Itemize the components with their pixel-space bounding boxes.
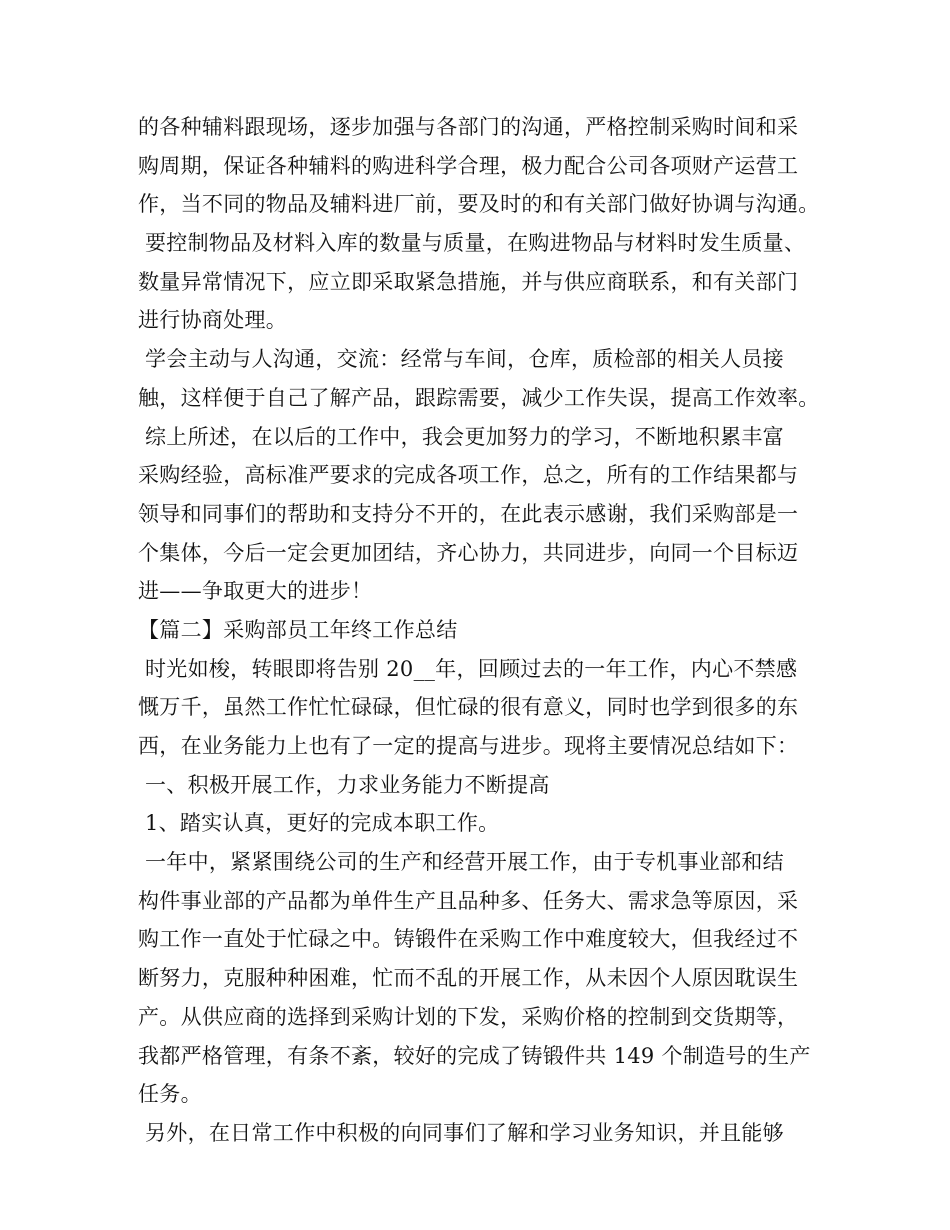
- text-line: 进行协商处理。: [138, 308, 288, 333]
- text-line: 西，在业务能力上也有了一定的提高与进步。现将主要情况总结如下：: [138, 734, 799, 758]
- text-line: 购工作一直处于忙碌之中。铸锻件在采购工作中难度较大，但我经过不: [138, 927, 799, 952]
- section-heading: 【篇二】采购部员工年终工作总结: [138, 617, 458, 642]
- text-line: 数量异常情况下，应立即采取紧急措施，并与供应商联系，和有关部门: [138, 269, 799, 294]
- text-line: 进——争取更大的进步！: [138, 579, 373, 604]
- text-line: 采购经验，高标准严要求的完成各项工作，总之，所有的工作结果都与: [138, 463, 799, 488]
- text-line: 我都严格管理，有条不紊，较好的完成了铸锻件共 149 个制造号的生产: [138, 1043, 811, 1068]
- text-line: 的各种辅料跟现场，逐步加强与各部门的沟通，严格控制采购时间和采: [138, 115, 799, 139]
- text-line: 领导和同事们的帮助和支持分不开的，在此表示感谢，我们采购部是一: [138, 501, 799, 526]
- text-line: 时光如梭，转眼即将告别 20__年，回顾过去的一年工作，内心不禁感: [138, 656, 798, 681]
- text-line: 产。从供应商的选择到采购计划的下发，采购价格的控制到交货期等，: [138, 1004, 799, 1029]
- text-line: 断努力，克服种种困难，忙而不乱的开展工作，从未因个人原因耽误生: [138, 966, 799, 991]
- subheading: 一、积极开展工作，力求业务能力不断提高: [138, 772, 550, 797]
- text-line: 构件事业部的产品都为单件生产且品种多、任务大、需求急等原因，采: [138, 888, 799, 913]
- text-line: 作，当不同的物品及辅料进厂前，要及时的和有关部门做好协调与沟通。: [138, 192, 820, 217]
- text-line: 另外，在日常工作中积极的向同事们了解和学习业务知识，并且能够: [138, 1120, 784, 1145]
- text-line: 综上所述，在以后的工作中，我会更加努力的学习，不断地积累丰富: [138, 424, 784, 449]
- text-line: 任务。: [138, 1082, 202, 1107]
- text-line: 一年中，紧紧围绕公司的生产和经营开展工作，由于专机事业部和结: [138, 850, 784, 875]
- text-line: 要控制物品及材料入库的数量与质量，在购进物品与材料时发生质量、: [138, 231, 806, 256]
- text-line: 触，这样便于自己了解产品，跟踪需要，减少工作失误，提高工作效率。: [138, 385, 820, 410]
- text-line: 购周期，保证各种辅料的购进科学合理，极力配合公司各项财产运营工: [138, 153, 799, 178]
- document-body: [138, 108, 828, 1153]
- text-line: 慨万千，虽然工作忙忙碌碌，但忙碌的很有意义，同时也学到很多的东: [138, 695, 799, 720]
- text-line: 学会主动与人沟通，交流：经常与车间，仓库，质检部的相关人员接: [138, 347, 784, 372]
- subheading: 1、踏实认真，更好的完成本职工作。: [138, 811, 500, 836]
- text-line: 个集体，今后一定会更加团结，齐心协力，共同进步，向同一个目标迈: [138, 540, 799, 565]
